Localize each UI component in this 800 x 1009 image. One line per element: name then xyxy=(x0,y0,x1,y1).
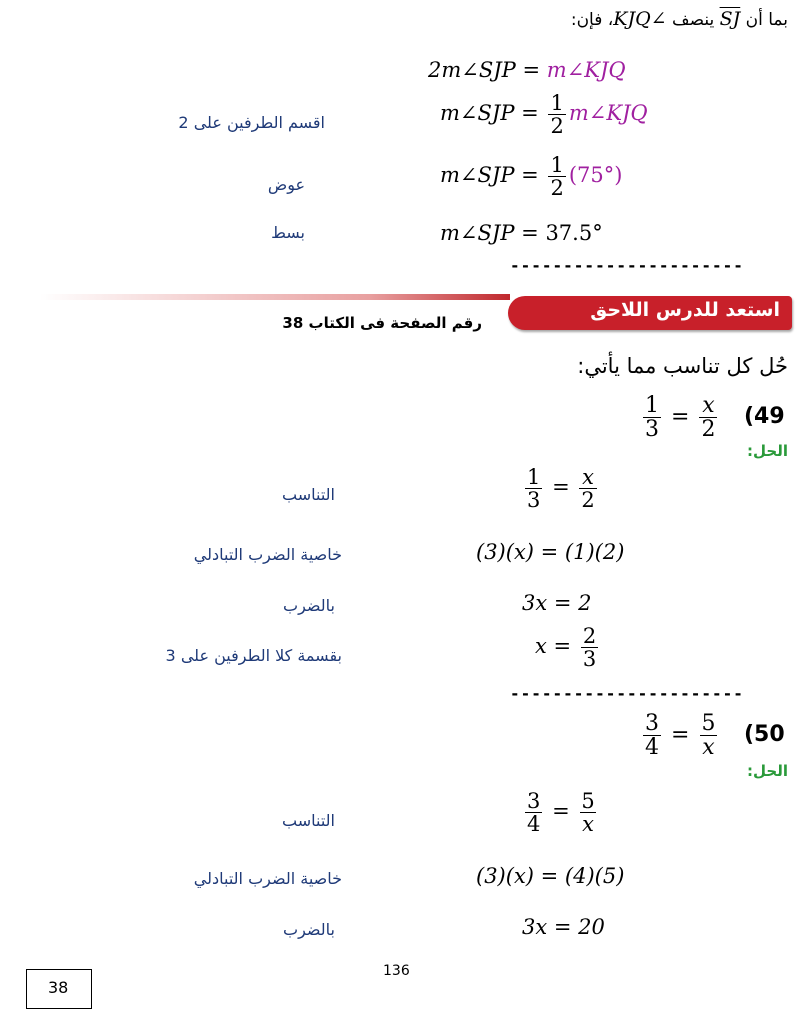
problem-50-number: (50 xyxy=(744,722,785,747)
problem-49-solution-label: الحل: xyxy=(747,442,788,460)
p49-note-cross-multiply: خاصية الضرب التبادلي xyxy=(193,545,342,564)
p50-note-proportion: التناسب xyxy=(282,811,335,830)
note-simplify: بسط xyxy=(271,223,305,242)
intro-text-after: ، فإن: xyxy=(570,10,614,30)
problem-49-equation: $\frac{1}{3}$ = $\frac{x}{2}$ xyxy=(645,393,716,443)
intro-line xyxy=(571,8,788,30)
problem-49-number: (49 xyxy=(744,404,785,429)
page-number-box-text: 38 xyxy=(48,978,69,997)
derivation-line-1: 2m∠SJP = m∠KJQ xyxy=(428,58,626,82)
p50-step-3: 3x = 20 xyxy=(522,915,605,939)
p49-step-3: 3x = 2 xyxy=(522,591,592,615)
divider-1: ---------------------- xyxy=(510,256,744,275)
intro-angle: ∠KJQ xyxy=(613,8,667,30)
p49-note-multiply: بالضرب xyxy=(283,596,335,615)
instruction: حُل كل تناسب مما يأتي: xyxy=(577,354,788,378)
p49-note-proportion: التناسب xyxy=(282,485,335,504)
p49-step-1: $\frac{1}{3}$ = $\frac{x}{2}$ xyxy=(527,465,595,513)
derivation-line-2: m∠SJP = $\frac{1}{2}$ m∠KJQ xyxy=(440,91,648,139)
divider-2: ---------------------- xyxy=(510,684,744,703)
book-page-ref: رقم الصفحة فى الكتاب 38 xyxy=(282,314,482,332)
p50-step-2: (3)(x) = (4)(5) xyxy=(476,864,625,888)
page-number-center: 136 xyxy=(383,963,410,979)
intro-segment: SJ xyxy=(719,8,741,30)
problem-50-equation: $\frac{3}{4}$ = $\frac{5}{x}$ xyxy=(645,711,716,761)
note-divide-both-sides: اقسم الطرفين على 2 xyxy=(178,113,325,132)
banner-title: استعد للدرس اللاحق xyxy=(590,299,780,321)
p49-step-2: (3)(x) = (1)(2) xyxy=(476,540,625,564)
derivation-line-3: m∠SJP = $\frac{1}{2}$ (75°) xyxy=(440,153,623,201)
banner-tab xyxy=(508,296,792,330)
page-number-box xyxy=(26,969,92,1009)
p50-step-1: $\frac{3}{4}$ = $\frac{5}{x}$ xyxy=(527,789,595,837)
p50-note-cross-multiply: خاصية الضرب التبادلي xyxy=(193,869,342,888)
intro-text-middle: ينصف xyxy=(671,10,715,30)
intro-text-before: بما أن xyxy=(745,10,788,30)
banner-fade-line xyxy=(40,294,510,300)
problem-50-solution-label: الحل: xyxy=(747,762,788,780)
p50-note-multiply: بالضرب xyxy=(283,920,335,939)
derivation-line-4: m∠SJP = 37.5° xyxy=(440,221,603,245)
p49-note-divide-by-3: بقسمة كلا الطرفين على 3 xyxy=(165,646,342,665)
p49-step-4: x = $\frac{2}{3}$ xyxy=(535,624,597,672)
note-substitute: عوض xyxy=(267,175,305,194)
